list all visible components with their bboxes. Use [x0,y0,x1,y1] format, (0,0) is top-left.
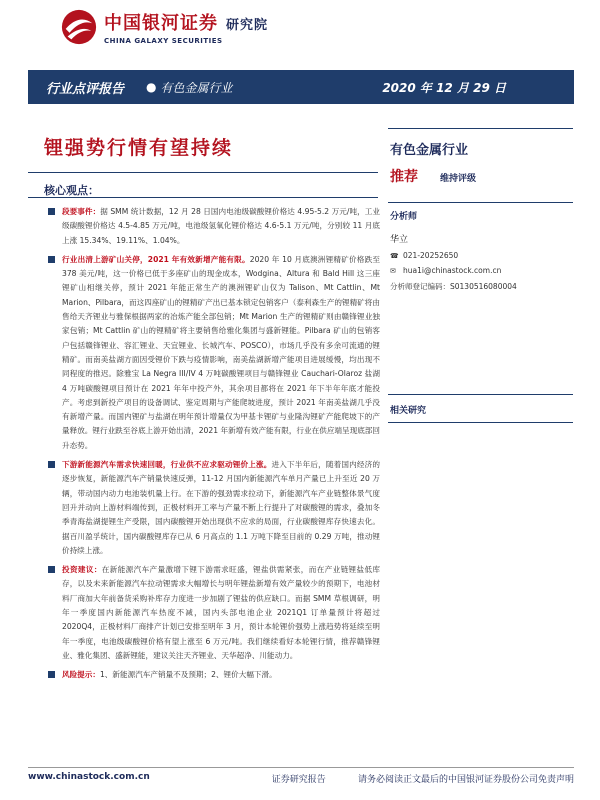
brand-division: 研究院 [226,18,269,33]
footer-center: 证券研究报告 [271,775,326,785]
analyst-phone [390,251,573,260]
divider [388,202,573,203]
rating-row [390,166,573,186]
main-content [62,205,380,688]
paragraph-event [62,205,380,248]
phone-number: 021-20252650 [403,251,459,260]
galaxy-logo-icon [60,8,98,46]
paragraph-text: 2020 年 10 月底澳洲锂精矿价格跌至 378 美元/吨，这一价格已低于多座矿山的现金成本，Wodgina、Altura 和 Bald Hill 这三座锂矿山相继关停，预计 2021 年能正常生产的澳洲锂矿山仅为 Talison、Mt Cattlin、Mt Marion、Pilbara，而这四座矿山的锂精矿产出已基本锁定包销客户（泰利森生产的锂精矿将由售给天齐锂业与雅保根据两家的冶炼产能全部包销；Mt Marion 生产的锂精矿则由赣锋锂业独家包销；Mt Cattlin 矿山的锂精矿将主要销售给雅化集团与盛新锂能。Pilbara 矿山的包销客户包括赣锋锂业、容汇锂业、天宜锂业、长城汽车、POSCO），市场几乎没有多余可流通的锂精矿。而南美盐湖方面因受锂价下跌与疫情影响，南美盐湖新增产能项目进展缓慢，均出现不同程度的推迟。除雅宝 La Negra III/IV 4 万吨碳酸锂项目与赣锋锂业 Cauchari-Olaroz 盐湖 4 万吨碳酸锂项目预计在 2021 年年中投产外，其余项目都将在 2021 年下半年年底才能投产。考虑到新投产项目的设备调试、鉴定周期与产能爬坡进度，预计 2021 年南美盐湖几乎没有新增产量。而国内锂矿与盐湖在明年预计增量仅为甲基卡锂矿与业隆沟锂矿产能爬坡下的产量释放。锂行业跌至谷底上游开始出清，2021 年新增有效产能有限，行业在供应端呈现底部回升态势。 [62,254,380,450]
divider [388,128,573,129]
report-header-bar [28,70,574,104]
email-address[interactable]: hua1i@chinastock.com.cn [403,266,502,275]
footer-disclaimer: 请务必阅读正文最后的中国银河证券股份公司免责声明 [357,775,574,785]
footer-divider [28,767,574,768]
analyst-cert [390,281,573,292]
cert-label: 分析师登记编码： [390,282,450,291]
paragraph-text: 进入下半年后，随着国内经济的逐步恢复，新能源汽车产销量快速反弹，11-12 月国内新能源汽车单月产量已上升至近 20 万辆，带动国内动力电池装机量上行。在下游的强劲需求拉动下，新能源汽车产业链整体景气度回升并动向上游材料端传到，正极材料开工率与产量不断上行提升了对碳酸锂的需求，叠加冬季青海盐湖提锂生产受限，国内碳酸锂开始出现供不应求的局面，行业碳酸锂库存快速去化。据百川盈孚统计，国内碳酸锂库存已从 6 月高点的 1.1 万吨下降至目前的 0.29 万吨，推动锂价持续上涨。 [62,460,381,555]
divider [28,197,378,198]
analyst-email [390,266,573,275]
phone-icon: ☎ [390,251,399,260]
report-date: 2020 年 12 月 29 日 [382,80,506,95]
paragraph-investment [62,563,380,663]
bullet-dot-icon: ● [146,80,157,94]
square-bullet-icon [48,256,55,263]
square-bullet-icon [48,208,55,215]
square-bullet-icon [48,671,55,678]
paragraph-highlight: 下游新能源汽车需求快速回暖，行业供不应求驱动锂价上涨。 [62,460,272,470]
paragraph-highlight: 风险提示： [62,670,100,680]
paragraph-demand [62,458,380,558]
mail-icon: ✉ [390,266,396,275]
report-title: 锂强势行情有望持续 [44,137,234,159]
page-footer [28,772,574,785]
cert-code: S0130516080004 [450,282,517,291]
analyst-heading: 分析师 [390,212,418,222]
company-logo [60,8,268,46]
square-bullet-icon [48,461,55,468]
footer-url[interactable]: www.chinastock.com.cn [28,772,150,782]
paragraph-text: 据 SMM 统计数据，12 月 28 日国内电池级碳酸锂价格达 4.95-5.2 万元/吨，工业级碳酸锂价格达 4.5-4.85 万元/吨，电池级氢氧化锂价格达 4.6-5.1 万元/吨，分别较 11 月底上涨 15.34%、19.11%、1.04%。 [62,207,381,245]
paragraph-supply [62,253,380,453]
brand-name-en: CHINA GALAXY SECURITIES [104,37,223,45]
analyst-name: 华立 [390,235,409,245]
sector-name: 有色金属行业 [390,143,469,158]
divider [388,422,573,423]
divider [388,394,573,395]
rating: 推荐 [390,169,418,185]
paragraph-text: 1、新能源汽车产销量不及预期；2、锂价大幅下滑。 [99,670,277,680]
brand-name: 中国银河证券 [104,13,218,34]
paragraph-text: 在新能源汽车产量激增下锂下游需求旺盛，锂盐供需紧张，而在产业链锂盐低库存，以及未来新能源汽车拉动锂需求大幅增长与明年锂盐新增有效产量较少的预期下，电池材料厂商加大年前备货采购补库存力度进一步加剧了锂盐的供应缺口。而据 SMM 草根调研，明年一季度国内新能源汽车热度不减，国内头部电池企业 2021Q1 订单量预计将超过 2020Q4，正极材料厂商排产计划已安排至明年 3 月，预计本轮锂价强势上涨趋势将延续至明年一季度，电池级碳酸锂价格有望上涨至 6 万元/吨。我们继续看好本轮锂行情，推荐赣锋锂业、雅化集团、盛新锂能，建议关注天齐锂业、天华超净、川能动力。 [62,565,380,660]
paragraph-risk [62,668,380,682]
report-category: 有色金属行业 [160,80,233,95]
report-type: 行业点评报告 [46,81,125,97]
sidebar [388,128,573,423]
paragraph-highlight: 段要事件： [62,207,101,216]
divider [28,172,378,173]
paragraph-highlight: 行业出清上游矿山关停，2021 年有效新增产能有限。 [62,254,250,264]
core-heading: 核心观点： [44,184,99,197]
paragraph-highlight: 投资建议： [62,565,102,575]
square-bullet-icon [48,566,55,573]
related-research-heading: 相关研究 [390,406,427,416]
rating-note: 维持评级 [440,174,477,184]
